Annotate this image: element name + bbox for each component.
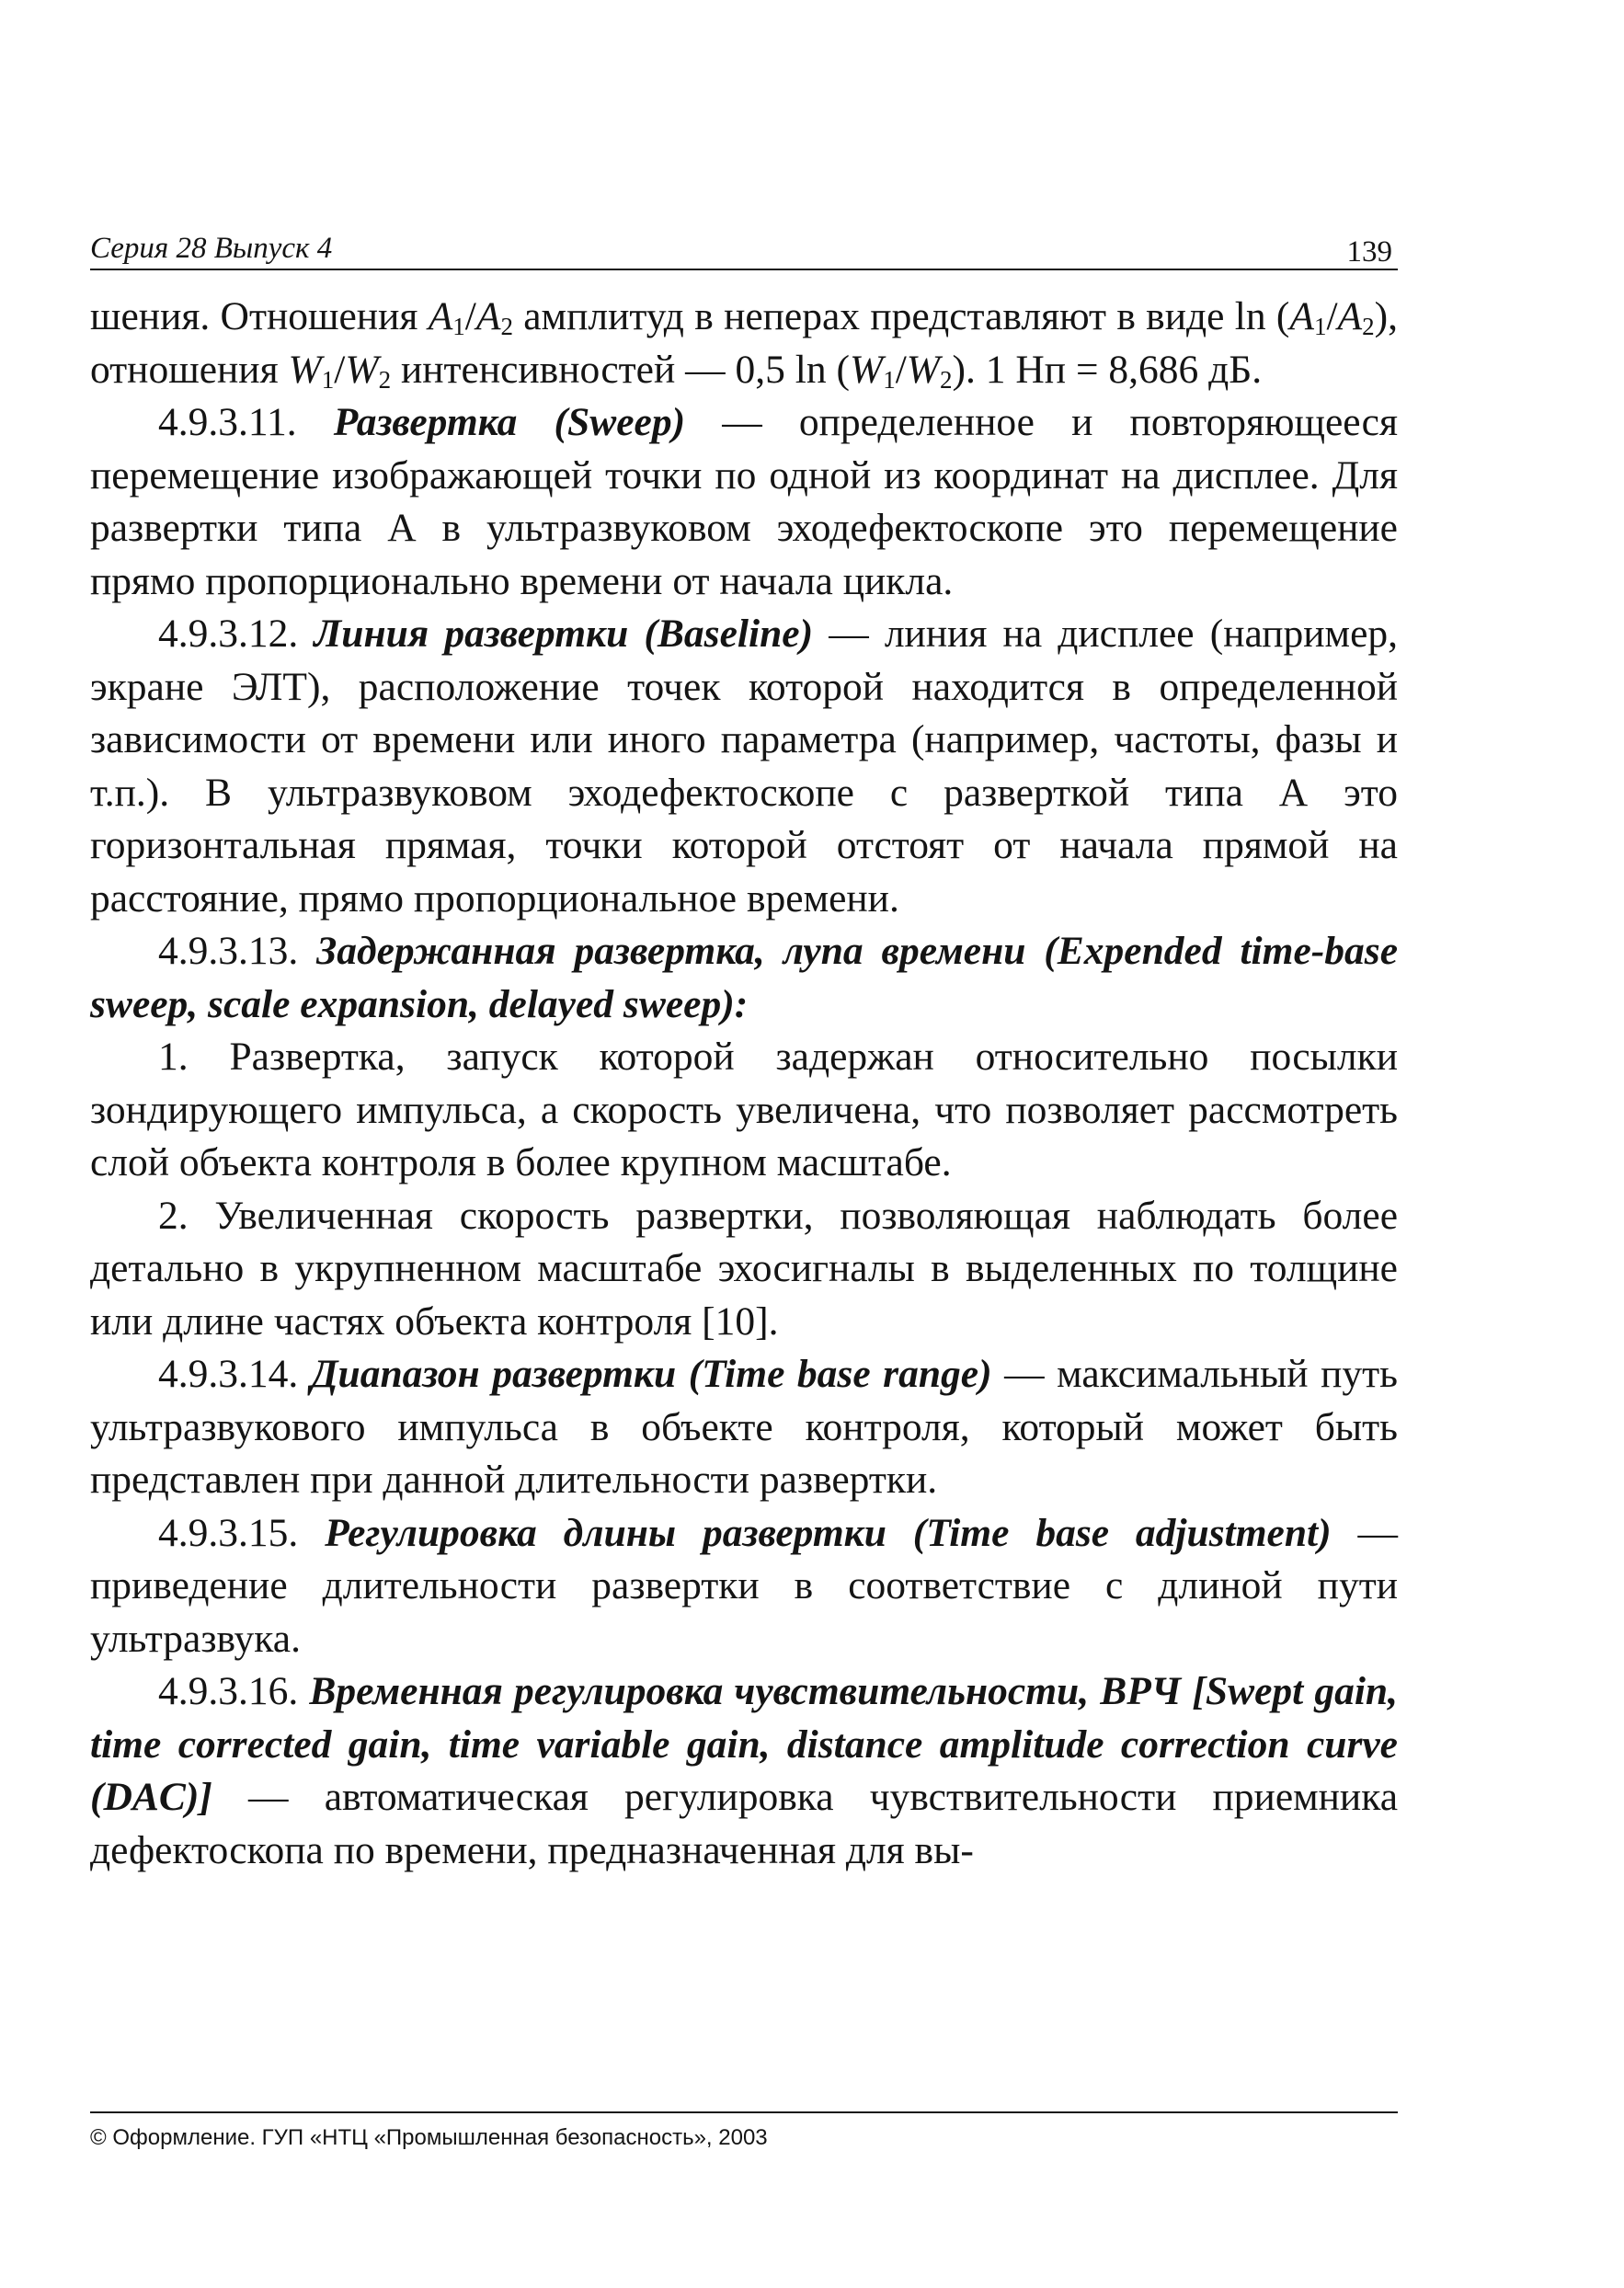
formula-var: W <box>849 347 884 392</box>
formula-sub: 2 <box>378 365 392 394</box>
paragraph-text: шения. Отношения <box>90 294 429 338</box>
formula-sub: 2 <box>500 313 513 340</box>
clause-number: 4.9.3.15. <box>158 1510 326 1555</box>
formula-sub: 1 <box>1313 313 1327 340</box>
definition-4-9-3-13 <box>90 925 1398 1031</box>
definition-text: 2. Увеличенная скорость развертки, позволяющая наблюдать более детально в укрупненном масштабе эхосигналы в выделенных по толщине или длине частях объекта контроля [10]. <box>90 1193 1398 1344</box>
formula-var: A <box>428 294 453 338</box>
formula-var: W <box>288 347 322 392</box>
term-title: Диапазон развертки (Time base range) <box>310 1352 992 1396</box>
formula-var: A <box>475 294 501 338</box>
formula-sub: 1 <box>452 313 465 340</box>
definition-sub-item-2 <box>90 1190 1398 1349</box>
series-title: Серия 28 Выпуск 4 <box>90 232 333 265</box>
definition-sub-item-1 <box>90 1031 1398 1190</box>
clause-number: 4.9.3.14. <box>158 1352 311 1396</box>
formula-sub: 1 <box>321 365 335 394</box>
term-title: Временная регулировка чувствительности, ВРЧ [Swept gain, time corrected gain, time variable gain, distance amplitude correction curve (DAC)] <box>90 1669 1399 1819</box>
page-footer <box>90 2111 1398 2152</box>
body-text <box>90 291 1398 1877</box>
definition-4-9-3-14 <box>90 1348 1398 1507</box>
definition-text: — автоматическая регулировка чувствительности приемника дефектоскопа по времени, предназначенная для вы- <box>90 1775 1398 1872</box>
formula-var: W <box>906 347 941 392</box>
paragraph-text: амплитуд в неперах представляют в виде ln ( <box>512 294 1290 338</box>
clause-number: 4.9.3.13. <box>158 929 317 973</box>
definition-4-9-3-15 <box>90 1507 1398 1666</box>
paragraph-text: интенсивностей — 0,5 ln ( <box>391 347 850 392</box>
term-title: Задержанная развертка, лупа времени (Expended time-base sweep, scale expansion, delayed sweep): <box>90 929 1399 1026</box>
page-number: 139 <box>1346 235 1392 269</box>
running-header <box>90 230 1398 270</box>
paragraph-text: ). 1 Нп = 8,686 дБ. <box>952 347 1263 392</box>
clause-number: 4.9.3.16. <box>158 1669 310 1713</box>
definition-4-9-3-12 <box>90 608 1398 925</box>
definition-text: — определенное и повторяющееся перемещение изображающей точки по одной из координат на дисплее. Для развертки типа А в ультразвуковом эходефектоскопе это перемещение прямо пропорционально времени от начала цикла. <box>90 400 1398 603</box>
term-title: Развертка (Sweep) <box>333 400 686 444</box>
formula-var: A <box>1289 294 1314 338</box>
paragraph-continuation: шения. Отношения $A_1/A_2$ амплитуд в неперах представляют в виде $\ln (A_1/A_2)$, отношения $W_1/W_2$ интенсивностей — 0,5 $\ln (W_1/W_2)$. 1 Нп = 8,686 дБ. <box>90 294 1398 394</box>
copyright-notice: © Оформление. ГУП «НТЦ «Промышленная безопасность», 2003 <box>90 2125 768 2150</box>
definition-text: — максимальный путь ультразвукового импульса в объекте контроля, который может быть представлен при данной длительности развертки. <box>90 1352 1399 1502</box>
formula-var: A <box>1337 294 1363 338</box>
formula-sub: 2 <box>1362 313 1375 340</box>
formula-sub: 2 <box>940 365 953 394</box>
clause-number: 4.9.3.11. <box>158 400 334 444</box>
definition-text: 1. Развертка, запуск которой задержан относительно посылки зондирующего импульса, а скорость увеличена, что позволяет рассмотреть слой объекта контроля в более крупном масштабе. <box>90 1035 1398 1184</box>
formula-var: W <box>345 347 379 392</box>
term-title: Регулировка длины развертки (Time base adjustment) <box>325 1510 1332 1555</box>
definition-text: — приведение длительности развертки в соответствие с длиной пути ультразвука. <box>90 1510 1399 1661</box>
clause-number: 4.9.3.12. <box>158 612 315 656</box>
term-title: Линия развертки (Baseline) <box>314 612 814 656</box>
definition-4-9-3-11 <box>90 396 1398 608</box>
formula-sub: 1 <box>883 365 896 394</box>
paragraph-text: ), отношения <box>90 294 1398 392</box>
definition-4-9-3-16 <box>90 1665 1398 1877</box>
definition-text: — линия на дисплее (например, экране ЭЛТ), расположение точек которой находится в определенной зависимости от времени или иного параметра (например, частоты, фазы и т.п.). В ультразвуковом эходефектоскопе с разверткой типа А это горизонтальная прямая, точки которой отстоят от начала прямой на расстояние, прямо пропорциональное времени. <box>90 612 1399 921</box>
